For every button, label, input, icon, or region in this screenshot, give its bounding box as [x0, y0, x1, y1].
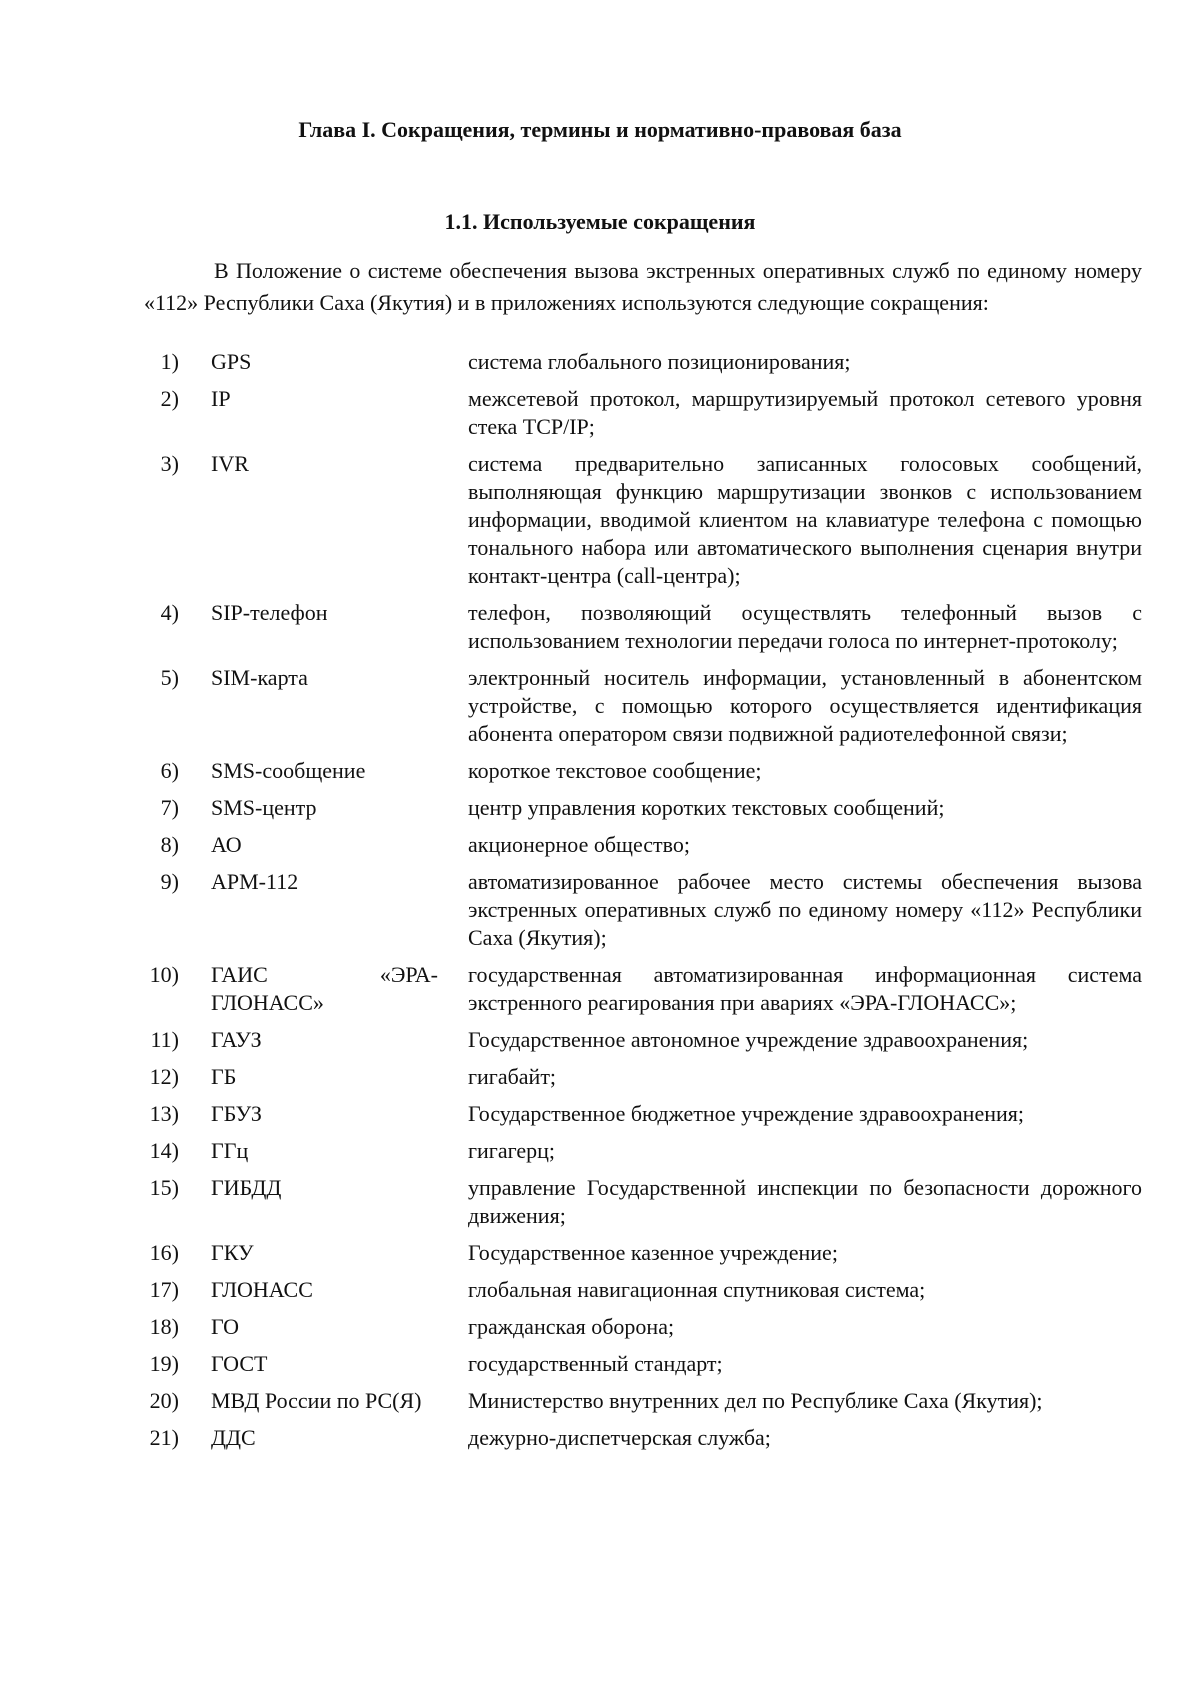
- abbreviation-number: 6): [160, 758, 179, 783]
- abbreviation-row: [144, 1063, 1142, 1091]
- abbreviation-definition: электронный носитель информации, установленный в абонентском устройстве, с помощью которого осуществляется идентификация абонента оператором связи подвижной радиотелефонной связи;: [468, 665, 1142, 746]
- abbreviation-row: [144, 1137, 1142, 1165]
- abbreviation-definition: дежурно-диспетчерская служба;: [468, 1425, 771, 1450]
- abbreviation-row: [144, 1313, 1142, 1341]
- abbreviation-term: ГАУЗ: [211, 1027, 262, 1052]
- abbreviation-row: [144, 794, 1142, 822]
- abbreviation-term: SIP-телефон: [211, 600, 328, 625]
- abbreviation-term: GPS: [211, 349, 252, 374]
- abbreviation-term: МВД России по РС(Я): [211, 1388, 422, 1413]
- abbreviation-definition: короткое текстовое сообщение;: [468, 758, 762, 783]
- abbreviation-definition: государственный стандарт;: [468, 1351, 723, 1376]
- abbreviation-number: 2): [160, 386, 179, 411]
- abbreviation-term: ГО: [211, 1314, 240, 1339]
- abbreviation-row: [144, 599, 1142, 655]
- abbreviation-row: [144, 450, 1142, 590]
- abbreviations-list: [144, 348, 1142, 1461]
- abbreviation-definition: гигагерц;: [468, 1138, 555, 1163]
- abbreviation-number: 15): [149, 1175, 179, 1200]
- abbreviation-row: [144, 961, 1142, 1017]
- abbreviation-definition: система глобального позиционирования;: [468, 349, 851, 374]
- abbreviation-number: 10): [149, 962, 179, 987]
- abbreviation-term: ГАИС «ЭРА-ГЛОНАСС»: [211, 962, 438, 1015]
- abbreviation-row: [144, 1174, 1142, 1230]
- abbreviation-definition: гражданская оборона;: [468, 1314, 675, 1339]
- abbreviation-definition: управление Государственной инспекции по безопасности дорожного движения;: [468, 1175, 1142, 1228]
- abbreviation-term: ГОСТ: [211, 1351, 268, 1376]
- abbreviation-row: [144, 1239, 1142, 1267]
- abbreviation-definition: система предварительно записанных голосовых сообщений, выполняющая функцию маршрутизации звонков с использованием информации, вводимой клиентом на клавиатуре телефона с помощью тонального набора или автоматического выполнения сценария внутри контакт-центра (call-центра);: [468, 451, 1142, 588]
- abbreviation-term: ГЛОНАСС: [211, 1277, 313, 1302]
- abbreviation-term: SIM-карта: [211, 665, 308, 690]
- abbreviation-row: [144, 385, 1142, 441]
- abbreviation-number: 11): [150, 1027, 179, 1052]
- abbreviation-number: 16): [149, 1240, 179, 1265]
- abbreviation-number: 14): [149, 1138, 179, 1163]
- chapter-title: Глава I. Сокращения, термины и нормативно-правовая база: [298, 117, 902, 142]
- abbreviation-term: SMS-сообщение: [211, 758, 366, 783]
- abbreviation-number: 17): [149, 1277, 179, 1302]
- abbreviation-term: АРМ-112: [211, 869, 299, 894]
- abbreviation-term: IVR: [211, 451, 249, 476]
- section-title: 1.1. Используемые сокращения: [444, 209, 756, 234]
- abbreviation-number: 13): [149, 1101, 179, 1126]
- abbreviation-definition: автоматизированное рабочее место системы обеспечения вызова экстренных оперативных служб по единому номеру «112» Республики Саха (Якутия);: [468, 869, 1142, 950]
- intro-paragraph: В Положение о системе обеспечения вызова экстренных оперативных служб по единому номеру «112» Республики Саха (Якутия) и в приложениях используются следующие сокращения:: [144, 258, 1142, 315]
- abbreviation-term: SMS-центр: [211, 795, 317, 820]
- abbreviation-number: 8): [160, 832, 179, 857]
- abbreviation-number: 20): [149, 1388, 179, 1413]
- abbreviation-definition: государственная автоматизированная информационная система экстренного реагирования при авариях «ЭРА-ГЛОНАСС»;: [468, 962, 1142, 1015]
- abbreviation-row: [144, 664, 1142, 748]
- abbreviation-term: IP: [211, 386, 231, 411]
- abbreviation-term: ДДС: [211, 1425, 256, 1450]
- abbreviation-definition: Министерство внутренних дел по Республике Саха (Якутия);: [468, 1388, 1043, 1413]
- abbreviation-row: [144, 1100, 1142, 1128]
- abbreviation-row: [144, 1350, 1142, 1378]
- abbreviation-number: 5): [160, 665, 179, 690]
- abbreviation-term: АО: [211, 832, 242, 857]
- abbreviation-definition: глобальная навигационная спутниковая система;: [468, 1277, 926, 1302]
- abbreviation-number: 19): [149, 1351, 179, 1376]
- abbreviation-definition: Государственное бюджетное учреждение здравоохранения;: [468, 1101, 1024, 1126]
- abbreviation-row: [144, 1387, 1142, 1415]
- abbreviation-definition: гигабайт;: [468, 1064, 557, 1089]
- abbreviation-definition: межсетевой протокол, маршрутизируемый протокол сетевого уровня стека TCP/IP;: [468, 386, 1142, 439]
- abbreviation-definition: Государственное казенное учреждение;: [468, 1240, 838, 1265]
- abbreviation-term: ГГц: [211, 1138, 249, 1163]
- abbreviation-definition: акционерное общество;: [468, 832, 691, 857]
- abbreviation-definition: центр управления коротких текстовых сообщений;: [468, 795, 945, 820]
- abbreviation-term: ГКУ: [211, 1240, 254, 1265]
- abbreviation-term: ГБУЗ: [211, 1101, 262, 1126]
- abbreviation-number: 4): [160, 600, 179, 625]
- abbreviation-term: ГБ: [211, 1064, 237, 1089]
- abbreviation-number: 1): [160, 349, 179, 374]
- abbreviation-number: 18): [149, 1314, 179, 1339]
- abbreviation-row: [144, 831, 1142, 859]
- abbreviation-row: [144, 348, 1142, 376]
- abbreviation-number: 3): [160, 451, 179, 476]
- abbreviation-row: [144, 757, 1142, 785]
- abbreviation-term: ГИБДД: [211, 1175, 282, 1200]
- abbreviation-row: [144, 1276, 1142, 1304]
- abbreviation-row: [144, 1424, 1142, 1452]
- abbreviation-number: 12): [149, 1064, 179, 1089]
- abbreviation-definition: телефон, позволяющий осуществлять телефонный вызов с использованием технологии передачи голоса по интернет-протоколу;: [468, 600, 1142, 653]
- abbreviation-definition: Государственное автономное учреждение здравоохранения;: [468, 1027, 1029, 1052]
- abbreviation-row: [144, 1026, 1142, 1054]
- abbreviation-row: [144, 868, 1142, 952]
- abbreviation-number: 21): [149, 1425, 179, 1450]
- abbreviation-number: 7): [160, 795, 179, 820]
- abbreviation-number: 9): [160, 869, 179, 894]
